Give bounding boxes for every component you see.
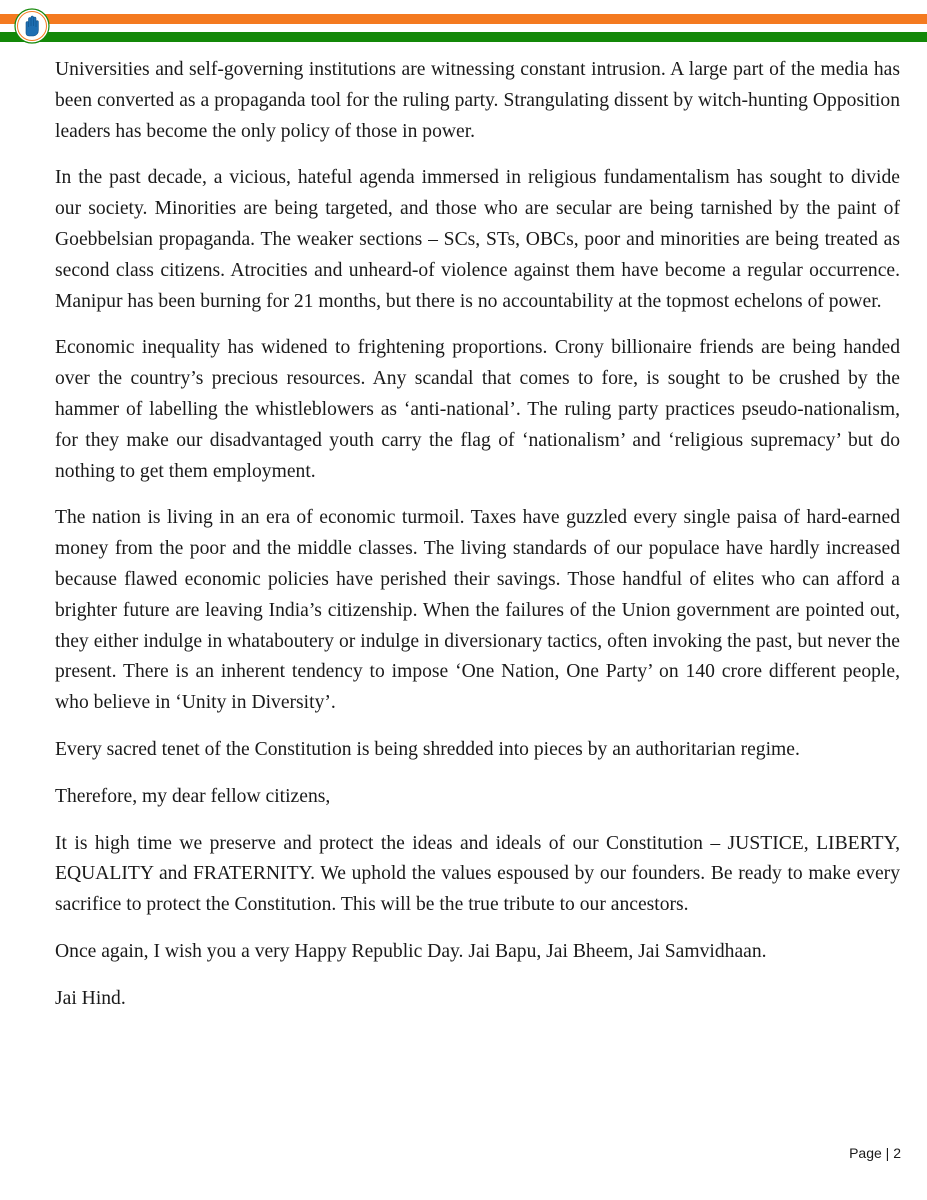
- paragraph-address: Therefore, my dear fellow citizens,: [55, 785, 331, 807]
- white-band: [0, 24, 927, 32]
- paragraph-institutions: Universities and self-governing institutions are witnessing constant intrusion. A large part of the media has been converted as a propaganda tool for the ruling party. Strangulating dissent by witch-hunting Opposition leaders has become the only policy of those in power.: [55, 59, 900, 142]
- paragraph-constitution: Every sacred tenet of the Constitution is being shredded into pieces by an authoritarian regime.: [55, 738, 800, 760]
- paragraph-closing: Jai Hind.: [55, 987, 126, 1009]
- paragraph-call-to-action: It is high time we preserve and protect the ideas and ideals of our Constitution – JUSTICE, LIBERTY, EQUALITY and FRATERNITY. We uphold the values espoused by our founders. Be ready to make every sacrifice to protect the Constitution. This will be the true tribute to our ancestors.: [55, 832, 900, 916]
- page-header: [0, 0, 927, 48]
- paragraph-economic-inequality: Economic inequality has widened to frightening proportions. Crony billionaire friends are being handed over the country’s precious resources. Any scandal that comes to fore, is sought to be crushed by the hammer of labelling the whistleblowers as ‘anti-national’. The ruling party practices pseudo-nationalism, for they make our disadvantaged youth carry the flag of ‘nationalism’ and ‘religious supremacy’ but do nothing to get them employment.: [55, 337, 900, 482]
- congress-hand-logo-icon: [14, 8, 50, 44]
- paragraph-greeting: Once again, I wish you a very Happy Republic Day. Jai Bapu, Jai Bheem, Jai Samvidhaan.: [55, 940, 767, 962]
- page-number: Page | 2: [849, 1145, 901, 1161]
- saffron-band: [0, 14, 927, 24]
- letter-body: [55, 55, 900, 1031]
- paragraph-divisive-agenda: In the past decade, a vicious, hateful agenda immersed in religious fundamentalism has sought to divide our society. Minorities are being targeted, and those who are secular are being tarnished by the paint of Goebbelsian propaganda. The weaker sections – SCs, STs, OBCs, poor and minorities are being treated as second class citizens. Atrocities and unheard-of violence against them have become a regular occurrence. Manipur has been burning for 21 months, but there is no accountability at the topmost echelons of power.: [55, 167, 900, 312]
- green-band: [0, 32, 927, 42]
- paragraph-economic-turmoil: The nation is living in an era of economic turmoil. Taxes have guzzled every single paisa of hard-earned money from the poor and the middle classes. The living standards of our populace have hardly increased because flawed economic policies have perished their savings. Those handful of elites who can afford a brighter future are leaving India’s citizenship. When the failures of the Union government are pointed out, they either indulge in whataboutery or indulge in diversionary tactics, often invoking the past, but never the present. There is an inherent tendency to impose ‘One Nation, One Party’ on 140 crore different people, who believe in ‘Unity in Diversity’.: [55, 507, 900, 714]
